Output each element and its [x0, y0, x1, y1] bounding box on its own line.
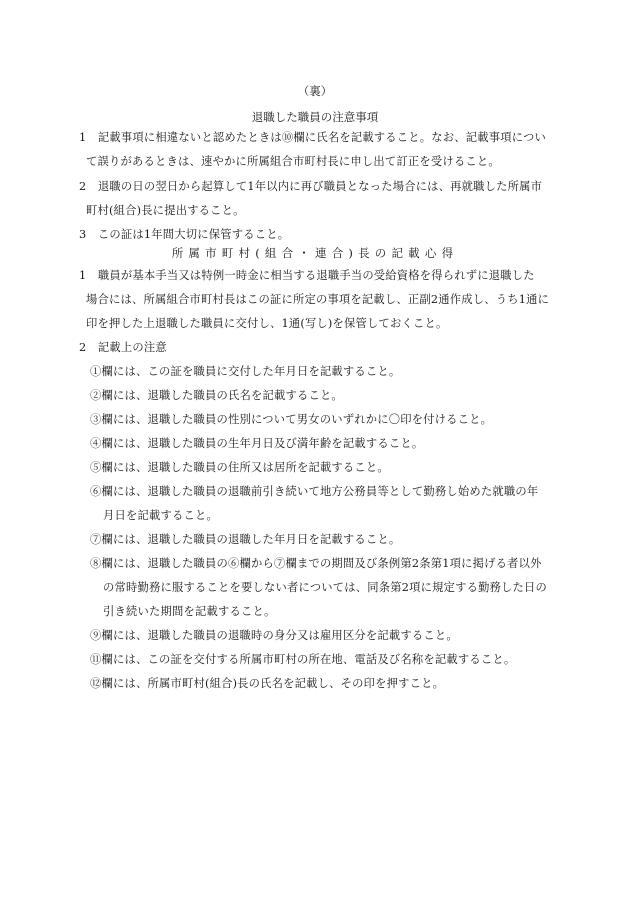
- note-8-line3: 引き続いた期間を記載すること。: [103, 605, 276, 618]
- note-8-line1: ⑧欄には、退職した職員の⑥欄から⑦欄までの期間及び条例第2条第1項に掲げる者以外: [90, 557, 542, 570]
- section1-item2-line2: 町村(組合)長に提出すること。: [86, 204, 245, 217]
- section1-item2-line1: 2 退職の日の翌日から起算して1年以内に再び職員となった場合には、再就職した所属市: [79, 180, 543, 193]
- note-6-line2: 月日を記載すること。: [103, 509, 218, 522]
- section2-item2-heading: 2 記載上の注意: [79, 341, 167, 354]
- section1-item1-line1: 1 記載事項に相違ないと認めたときは⑩欄に氏名を記載すること。なお、記載事項につい: [79, 131, 547, 144]
- section1-item3-line1: 3 この証は1年間大切に保管すること。: [79, 228, 290, 241]
- note-12: ⑫欄には、所属市町村(組合)長の氏名を記載し、その印を押すこと。: [90, 677, 445, 690]
- section2-item1-line3: 印を押した上退職した職員に交付し、1通(写し)を保管しておくこと。: [86, 317, 448, 330]
- section1-item1-line2: て誤りがあるときは、速やかに所属組合市町村長に申し出て訂正を受けること。: [86, 155, 500, 168]
- note-6-line1: ⑥欄には、退職した職員の退職前引き続いて地方公務員等として勤務し始めた就職の年: [90, 485, 539, 498]
- note-1: ①欄には、この証を職員に交付した年月日を記載すること。: [90, 365, 401, 378]
- note-9: ⑨欄には、退職した職員の退職時の身分又は雇用区分を記載すること。: [90, 629, 458, 642]
- section2-title: 所属市町村(組合・連合)長の記載心得: [171, 246, 459, 260]
- note-4: ④欄には、退職した職員の生年月日及び満年齢を記載すること。: [90, 437, 424, 450]
- note-7: ⑦欄には、退職した職員の退職した年月日を記載すること。: [90, 533, 401, 546]
- section2-item1-line2: 場合には、所属組合市町村長はこの証に所定の事項を記載し、正副2通作成し、うち1通に: [86, 293, 550, 306]
- note-5: ⑤欄には、退職した職員の住所又は居所を記載すること。: [90, 461, 389, 474]
- page-label: （裏）: [297, 84, 333, 98]
- section2-item1-line1: 1 職員が基本手当又は特例一時金に相当する退職手当の受給資格を得られずに退職した: [79, 269, 535, 282]
- section1-title: 退職した職員の注意事項: [251, 110, 379, 124]
- note-3: ③欄には、退職した職員の性別について男女のいずれかに〇印を付けること。: [90, 413, 493, 426]
- note-8-line2: の常時勤務に服することを要しない者については、同条第2項に規定する勤務した日の: [103, 581, 548, 594]
- note-11: ⑪欄には、この証を交付する所属市町村の所在地、電話及び名称を記載すること。: [90, 653, 516, 666]
- note-2: ②欄には、退職した職員の氏名を記載すること。: [90, 389, 343, 402]
